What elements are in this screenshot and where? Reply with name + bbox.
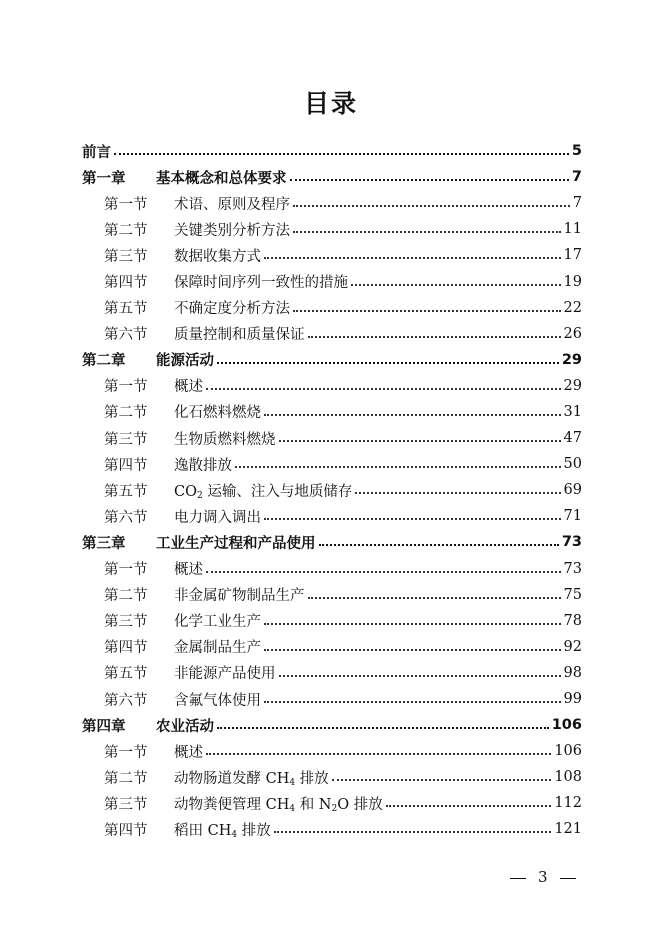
toc-entry-section[interactable] — [82, 660, 582, 686]
chapter-title: 农业活动 — [156, 718, 214, 735]
chapter-number: 第二章 — [82, 353, 126, 370]
footer-dash — [560, 878, 576, 879]
leader-dots — [114, 153, 569, 155]
section-title: 含氟气体使用 — [174, 692, 261, 709]
leader-dots — [279, 440, 561, 442]
leader-dots — [264, 518, 561, 520]
chapter-number: 第一章 — [82, 170, 126, 187]
toc-entry-section[interactable] — [82, 216, 582, 242]
toc-page-number: 73 — [561, 534, 582, 551]
section-title-part: 稻田 CH — [174, 822, 232, 839]
toc-page-number: 92 — [563, 638, 582, 655]
toc-entry-section[interactable] — [82, 295, 582, 321]
section-title-part: 动物肠道发酵 CH — [174, 770, 290, 787]
section-title — [174, 767, 329, 788]
section-title: 非能源产品使用 — [174, 666, 276, 683]
toc-page-number: 26 — [563, 325, 582, 342]
section-title: 金属制品生产 — [174, 640, 261, 657]
toc-page-number: 22 — [563, 299, 582, 316]
leader-dots — [217, 362, 559, 364]
section-title — [174, 819, 271, 840]
toc-entry-chapter[interactable] — [82, 529, 582, 555]
section-title: 生物质燃料燃烧 — [174, 431, 276, 448]
toc-entry-preface[interactable] — [82, 138, 582, 164]
toc-page-number: 29 — [563, 377, 582, 394]
leader-dots — [351, 284, 561, 286]
section-number: 第二节 — [104, 405, 148, 422]
section-title: 概述 — [174, 744, 203, 761]
section-title: 逸散排放 — [174, 457, 232, 474]
section-number: 第一节 — [104, 379, 148, 396]
section-title-part: O 排放 — [337, 796, 383, 813]
section-number: 第三节 — [104, 431, 148, 448]
section-title: 不确定度分析方法 — [174, 301, 290, 318]
section-number: 第四节 — [104, 822, 148, 839]
leader-dots — [293, 310, 561, 312]
leader-dots — [279, 675, 561, 677]
toc-page-number: 7 — [571, 169, 582, 186]
toc-page-number: 99 — [563, 691, 582, 708]
toc-page-number: 108 — [554, 769, 582, 786]
leader-dots — [308, 336, 561, 338]
footer-dash — [510, 878, 526, 879]
toc-entry-section[interactable] — [82, 790, 582, 816]
leader-dots — [264, 414, 561, 416]
section-title-part: 运输、注入与地质储存 — [202, 483, 353, 500]
chapter-number: 第三章 — [82, 535, 126, 552]
toc-page-number: 69 — [563, 482, 582, 499]
toc-page-number: 73 — [563, 560, 582, 577]
toc-label: 前言 — [82, 144, 111, 161]
toc-page-number: 7 — [572, 195, 582, 212]
toc-page-number: 17 — [563, 247, 582, 264]
toc-entry-section[interactable] — [82, 582, 582, 608]
section-number: 第三节 — [104, 796, 148, 813]
section-title: 化学工业生产 — [174, 614, 261, 631]
toc-entry-section[interactable] — [82, 399, 582, 425]
toc-page-number: 19 — [563, 273, 582, 290]
toc-page-number: 98 — [563, 664, 582, 681]
toc-entry-section[interactable] — [82, 451, 582, 477]
leader-dots — [386, 805, 552, 807]
toc-page-number: 11 — [563, 221, 582, 238]
section-number: 第三节 — [104, 614, 148, 631]
leader-dots — [206, 571, 561, 573]
section-title — [174, 480, 352, 501]
section-number: 第六节 — [104, 692, 148, 709]
toc-entry-chapter[interactable] — [82, 712, 582, 738]
section-title: 保障时间序列一致性的措施 — [174, 275, 348, 292]
section-number: 第一节 — [104, 562, 148, 579]
subscript: 4 — [289, 777, 296, 788]
section-number: 第二节 — [104, 588, 148, 605]
toc-entry-section[interactable] — [82, 556, 582, 582]
section-number: 第四节 — [104, 457, 148, 474]
toc-page-number: 47 — [563, 430, 582, 447]
section-title — [174, 793, 383, 814]
leader-dots — [319, 544, 559, 546]
toc-entry-section[interactable] — [82, 373, 582, 399]
toc-entry-chapter[interactable] — [82, 347, 582, 373]
toc-page-number: 78 — [563, 612, 582, 629]
toc-entry-section[interactable] — [82, 764, 582, 790]
toc-entry-section[interactable] — [82, 477, 582, 503]
section-title: 术语、原则及程序 — [174, 196, 290, 213]
section-number: 第一节 — [104, 196, 148, 213]
page-title: 目录 — [303, 89, 358, 118]
leader-dots — [206, 388, 561, 390]
section-number: 第二节 — [104, 770, 148, 787]
section-title: 概述 — [174, 562, 203, 579]
leader-dots — [293, 205, 570, 207]
leader-dots — [235, 466, 561, 468]
section-title: 关键类别分析方法 — [174, 222, 290, 239]
section-number: 第四节 — [104, 640, 148, 657]
toc-page-number: 112 — [554, 795, 582, 812]
leader-dots — [217, 727, 549, 729]
leader-dots — [308, 597, 561, 599]
section-number: 第六节 — [104, 509, 148, 526]
toc-entry-section[interactable] — [82, 738, 582, 764]
subscript: 2 — [196, 490, 203, 501]
leader-dots — [264, 257, 561, 259]
section-number: 第二节 — [104, 222, 148, 239]
subscript: 4 — [289, 803, 296, 814]
toc-entry-section[interactable] — [82, 608, 582, 634]
footer-page-number: 3 — [538, 868, 548, 886]
section-title-part: 和 N — [295, 796, 332, 813]
leader-dots — [206, 753, 551, 755]
section-number: 第一节 — [104, 744, 148, 761]
chapter-title: 能源活动 — [156, 353, 214, 370]
leader-dots — [355, 492, 560, 494]
toc-page-number: 75 — [563, 586, 582, 603]
toc-page-number: 5 — [571, 143, 582, 160]
section-title: 概述 — [174, 379, 203, 396]
leader-dots — [264, 701, 561, 703]
chapter-number: 第四章 — [82, 718, 126, 735]
leader-dots — [264, 623, 561, 625]
toc-entry-section[interactable] — [82, 242, 582, 268]
toc-entry-section[interactable] — [82, 190, 582, 216]
page-footer — [510, 868, 576, 886]
section-number: 第五节 — [104, 666, 148, 683]
section-title: 数据收集方式 — [174, 248, 261, 265]
chapter-title: 工业生产过程和产品使用 — [156, 535, 316, 552]
toc-entry-section[interactable] — [82, 268, 582, 294]
toc-entry-section[interactable] — [82, 686, 582, 712]
toc-page-number: 106 — [551, 717, 582, 734]
subscript: 4 — [231, 829, 238, 840]
chapter-title: 基本概念和总体要求 — [156, 170, 287, 187]
toc-entry-section[interactable] — [82, 634, 582, 660]
toc-page-number: 29 — [561, 351, 582, 368]
section-title-part: 排放 — [295, 770, 329, 787]
section-title-part: CO — [174, 483, 197, 500]
section-number: 第四节 — [104, 275, 148, 292]
leader-dots — [332, 779, 552, 781]
table-of-contents — [82, 138, 582, 843]
section-title-part: 动物粪便管理 CH — [174, 796, 290, 813]
toc-page-number: 121 — [554, 821, 582, 838]
toc-page-number: 50 — [563, 456, 582, 473]
section-number: 第六节 — [104, 327, 148, 344]
toc-page-number: 106 — [554, 743, 582, 760]
subscript: 2 — [331, 803, 338, 814]
toc-entry-section[interactable] — [82, 816, 582, 842]
leader-dots — [264, 649, 561, 651]
toc-entry-chapter[interactable] — [82, 164, 582, 190]
section-title: 化石燃料燃烧 — [174, 405, 261, 422]
section-title: 非金属矿物制品生产 — [174, 588, 305, 605]
toc-entry-section[interactable] — [82, 503, 582, 529]
section-title: 质量控制和质量保证 — [174, 327, 305, 344]
toc-entry-section[interactable] — [82, 425, 582, 451]
section-title-part: 排放 — [237, 822, 271, 839]
section-number: 第五节 — [104, 301, 148, 318]
section-number: 第三节 — [104, 248, 148, 265]
section-number: 第五节 — [104, 483, 148, 500]
section-title: 电力调入调出 — [174, 509, 261, 526]
leader-dots — [274, 831, 552, 833]
toc-entry-section[interactable] — [82, 321, 582, 347]
leader-dots — [290, 179, 569, 181]
toc-page-number: 31 — [563, 403, 582, 420]
toc-page-number: 71 — [563, 508, 582, 525]
leader-dots — [293, 231, 561, 233]
